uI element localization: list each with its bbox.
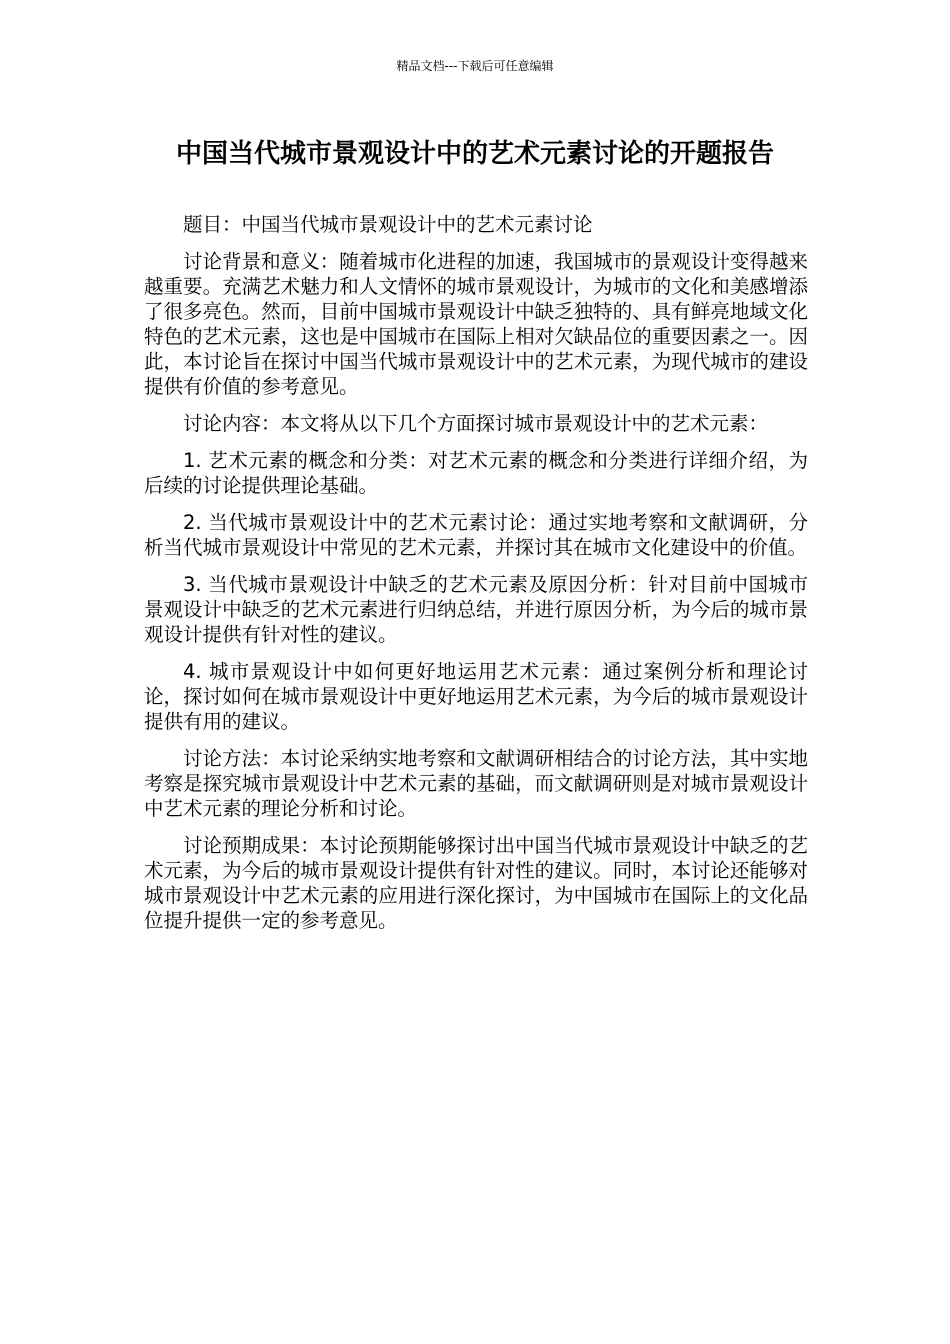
- document-title: 中国当代城市景观设计中的艺术元素讨论的开题报告: [175, 139, 774, 169]
- paragraph-content-item-3: 3. 当代城市景观设计中缺乏的艺术元素及原因分析：针对目前中国城市景观设计中缺乏的艺术元素进行归纳总结，并进行原因分析，为今后的城市景观设计提供有针对性的建议。: [144, 573, 808, 646]
- paragraph-content-item-2: 2. 当代城市景观设计中的艺术元素讨论：通过实地考察和文献调研，分析当代城市景观设计中常见的艺术元素，并探讨其在城市文化建设中的价值。: [144, 511, 808, 559]
- paragraph-background: 讨论背景和意义：随着城市化进程的加速，我国城市的景观设计变得越来越重要。充满艺术魅力和人文情怀的城市景观设计，为城市的文化和美感增添了很多亮色。然而，目前中国城市景观设计中缺乏独特的、具有鲜亮地域文化特色的艺术元素，这也是中国城市在国际上相对欠缺品位的重要因素之一。因此，本讨论旨在探讨中国当代城市景观设计中的艺术元素，为现代城市的建设提供有价值的参考意见。: [144, 250, 808, 398]
- paragraph-content-item-4: 4. 城市景观设计中如何更好地运用艺术元素：通过案例分析和理论讨论，探讨如何在城市景观设计中更好地运用艺术元素，为今后的城市景观设计提供有用的建议。: [144, 660, 808, 733]
- document-body: [144, 212, 808, 945]
- header-note: 精品文档---下载后可任意编辑: [396, 59, 554, 73]
- paragraph-method: 讨论方法：本讨论采纳实地考察和文献调研相结合的讨论方法，其中实地考察是探究城市景观设计中艺术元素的基础，而文献调研则是对城市景观设计中艺术元素的理论分析和讨论。: [144, 747, 808, 820]
- paragraph-expected-results: 讨论预期成果：本讨论预期能够探讨出中国当代城市景观设计中缺乏的艺术元素，为今后的城市景观设计提供有针对性的建议。同时，本讨论还能够对城市景观设计中艺术元素的应用进行深化探讨，为中国城市在国际上的文化品位提升提供一定的参考意见。: [144, 834, 808, 932]
- paragraph-topic: 题目：中国当代城市景观设计中的艺术元素讨论: [183, 213, 593, 236]
- paragraph-content-intro: 讨论内容：本文将从以下几个方面探讨城市景观设计中的艺术元素：: [183, 412, 769, 435]
- paragraph-content-item-1: 1. 艺术元素的概念和分类：对艺术元素的概念和分类进行详细介绍，为后续的讨论提供理论基础。: [144, 449, 808, 497]
